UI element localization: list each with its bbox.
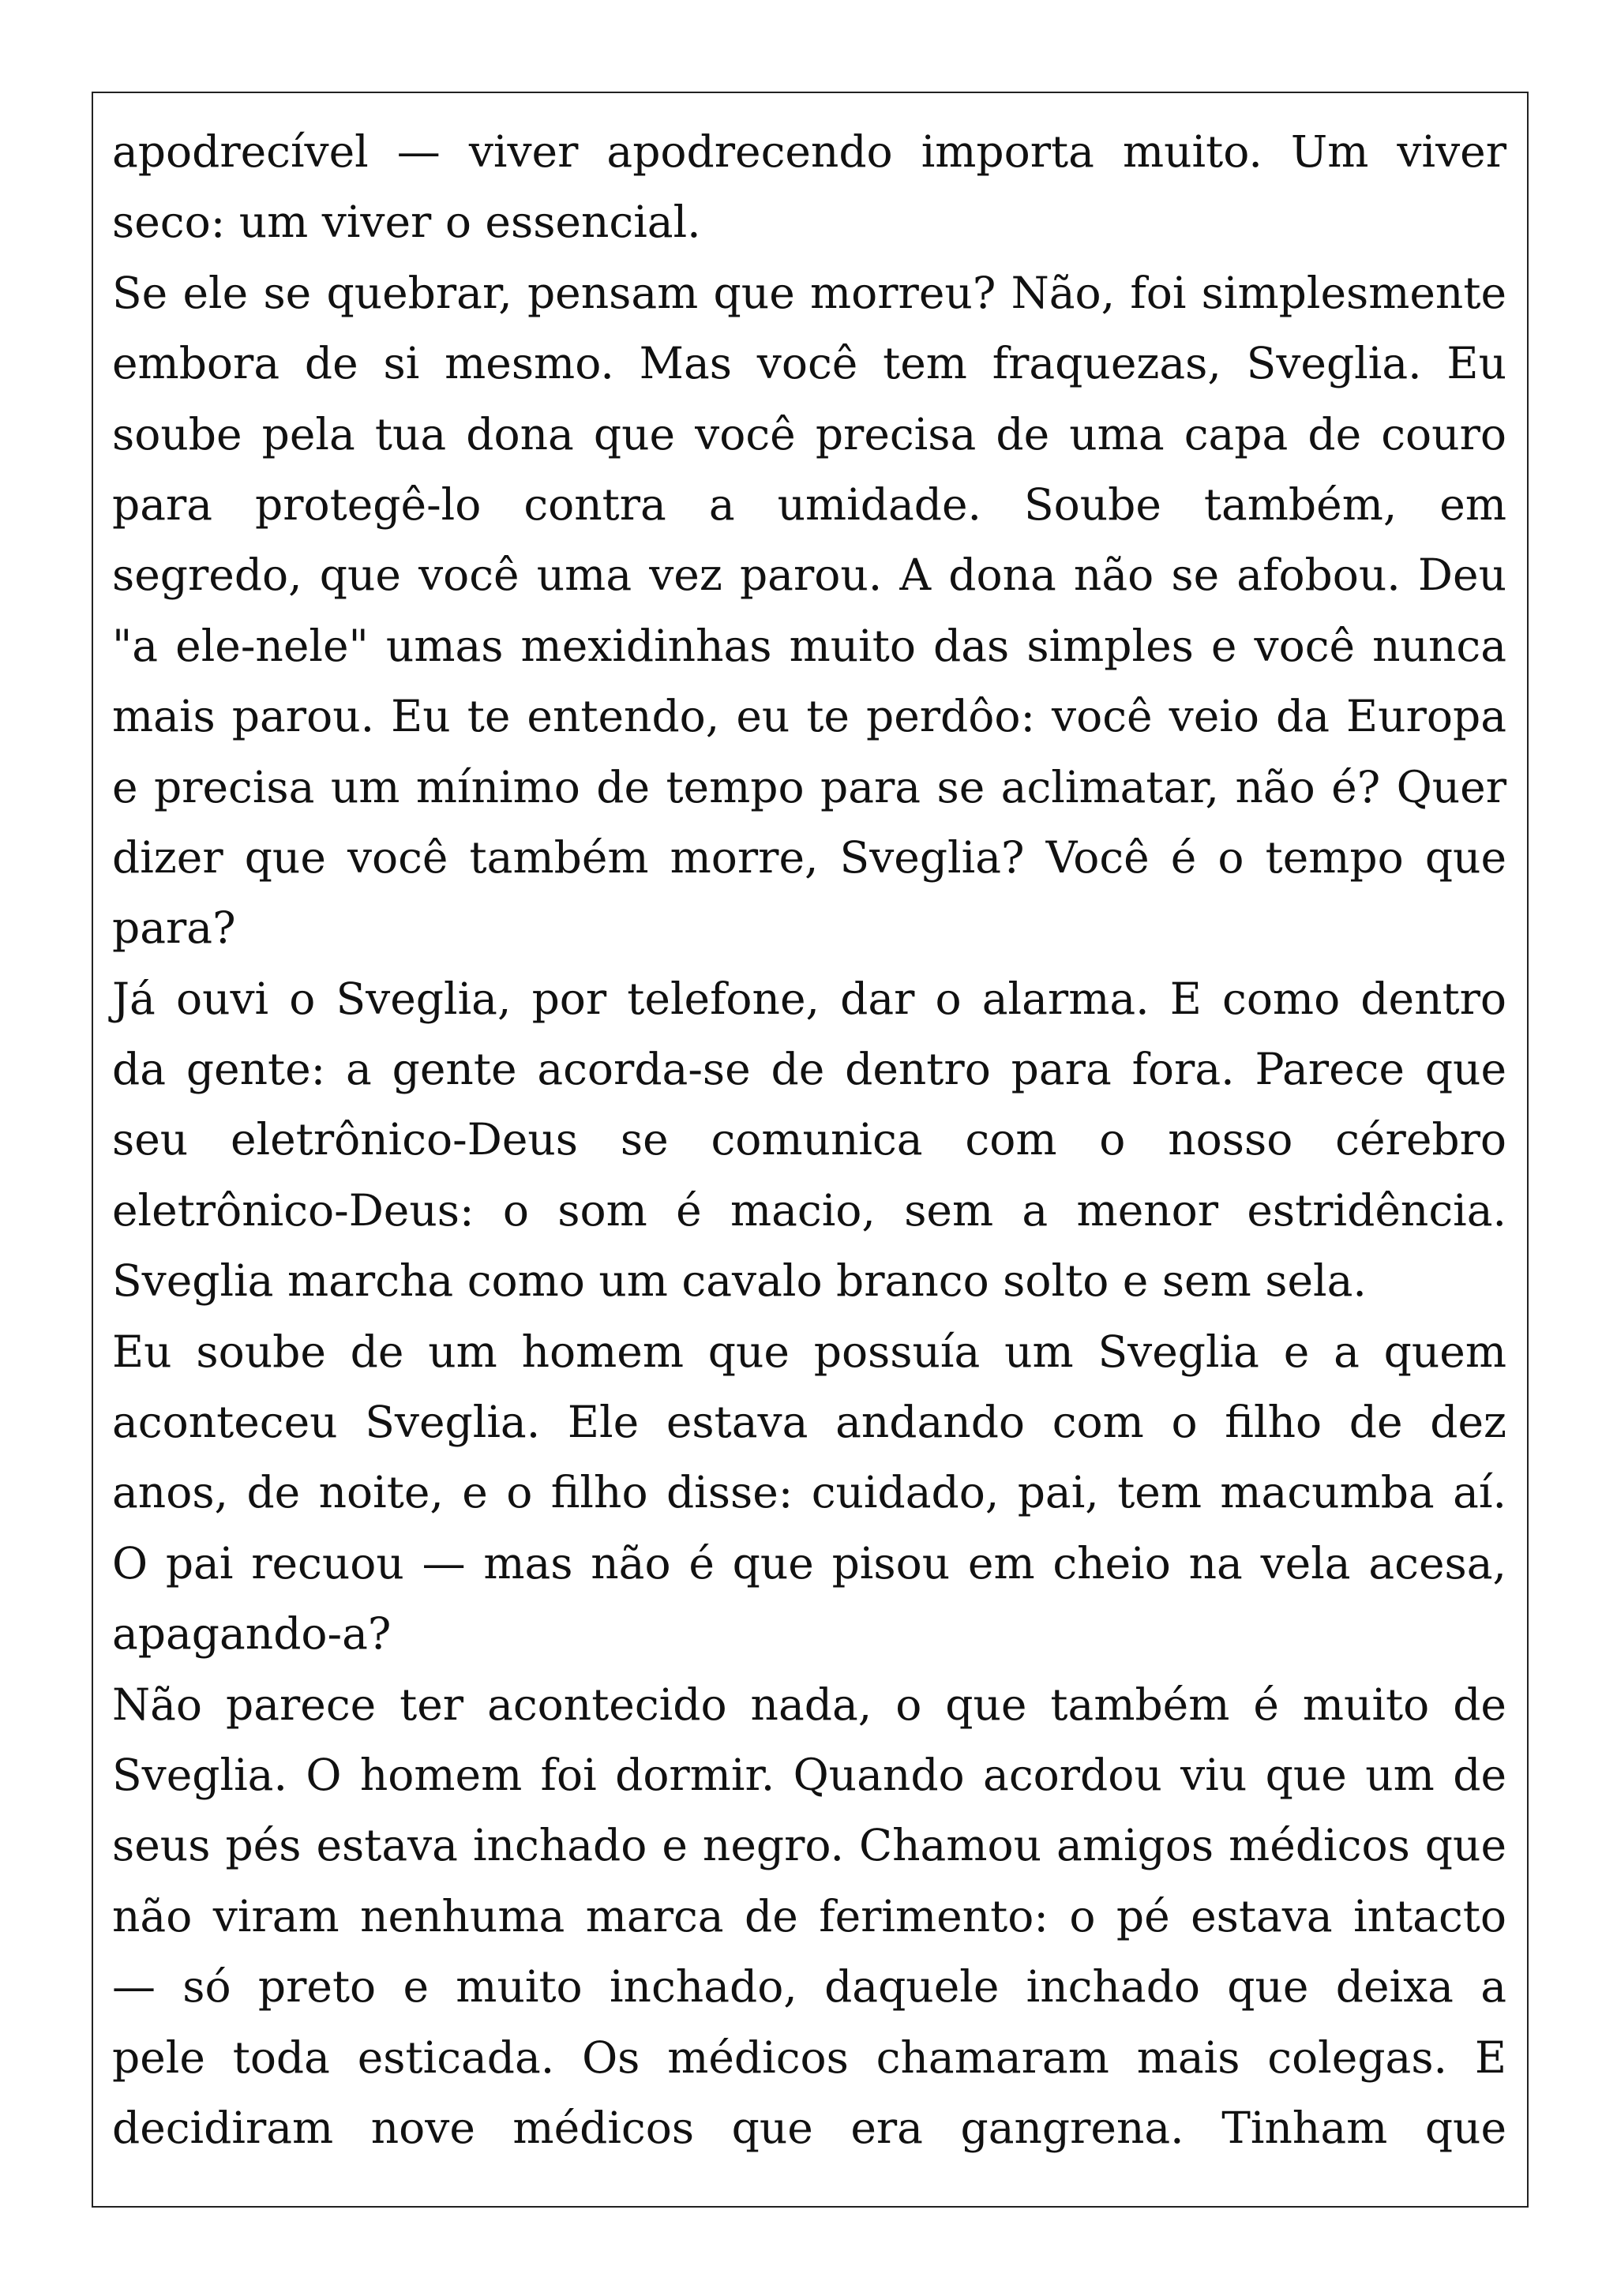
text-line: embora de si mesmo. Mas você tem fraquezas, Sveglia. Eu xyxy=(112,338,1506,389)
text-line: soube pela tua dona que você precisa de uma capa de couro xyxy=(112,408,1506,460)
text-line: apagando-a? xyxy=(112,1608,392,1660)
text-line: O pai recuou — mas não é que pisou em cheio na vela acesa, xyxy=(112,1537,1506,1589)
text-line: para? xyxy=(112,902,236,954)
text-line: Sveglia marcha como um cavalo branco solto e sem sela. xyxy=(112,1255,1367,1307)
text-line: Se ele se quebrar, pensam que morreu? Não, foi simplesmente xyxy=(112,267,1506,318)
text-line: — só preto e muito inchado, daquele inchado que deixa a xyxy=(112,1961,1506,2013)
text-line: seu eletrônico-Deus se comunica com o nosso cérebro xyxy=(112,1114,1506,1165)
text-line: mais parou. Eu te entendo, eu te perdôo: você veio da Europa xyxy=(112,691,1506,742)
text-line: dizer que você também morre, Sveglia? Você é o tempo que xyxy=(112,831,1506,883)
page-frame xyxy=(92,92,1529,2208)
text-line: aconteceu Sveglia. Ele estava andando com o filho de dez xyxy=(112,1397,1506,1448)
text-line: segredo, que você uma vez parou. A dona não se afobou. Deu xyxy=(112,550,1506,601)
text-line: Eu soube de um homem que possuía um Sveglia e a quem xyxy=(112,1326,1506,1377)
text-line: seus pés estava inchado e negro. Chamou amigos médicos que xyxy=(112,1820,1506,1871)
text-line: apodrecível — viver apodrecendo importa muito. Um viver xyxy=(112,126,1506,177)
text-line: "a ele-nele" umas mexidinhas muito das simples e você nunca xyxy=(112,620,1506,671)
text-line: da gente: a gente acorda-se de dentro para fora. Parece que xyxy=(112,1044,1506,1095)
text-line: anos, de noite, e o filho disse: cuidado, pai, tem macumba aí. xyxy=(112,1467,1506,1518)
text-line: e precisa um mínimo de tempo para se aclimatar, não é? Quer xyxy=(112,761,1506,812)
text-line: seco: um viver o essencial. xyxy=(112,197,701,248)
text-line: não viram nenhuma marca de ferimento: o pé estava intacto xyxy=(112,1890,1506,1941)
text-body xyxy=(112,117,1506,2163)
text-line: pele toda esticada. Os médicos chamaram mais colegas. E xyxy=(112,2032,1506,2083)
text-line: Sveglia. O homem foi dormir. Quando acordou viu que um de xyxy=(112,1749,1506,1800)
text-line: para protegê-lo contra a umidade. Soube também, em xyxy=(112,478,1506,530)
text-line: Não parece ter acontecido nada, o que também é muito de xyxy=(112,1679,1506,1730)
text-line: eletrônico-Deus: o som é macio, sem a menor estridência. xyxy=(112,1184,1506,1236)
text-line: decidiram nove médicos que era gangrena. Tinham que xyxy=(112,2102,1506,2153)
text-line: Já ouvi o Sveglia, por telefone, dar o alarma. E como dentro xyxy=(112,973,1506,1024)
